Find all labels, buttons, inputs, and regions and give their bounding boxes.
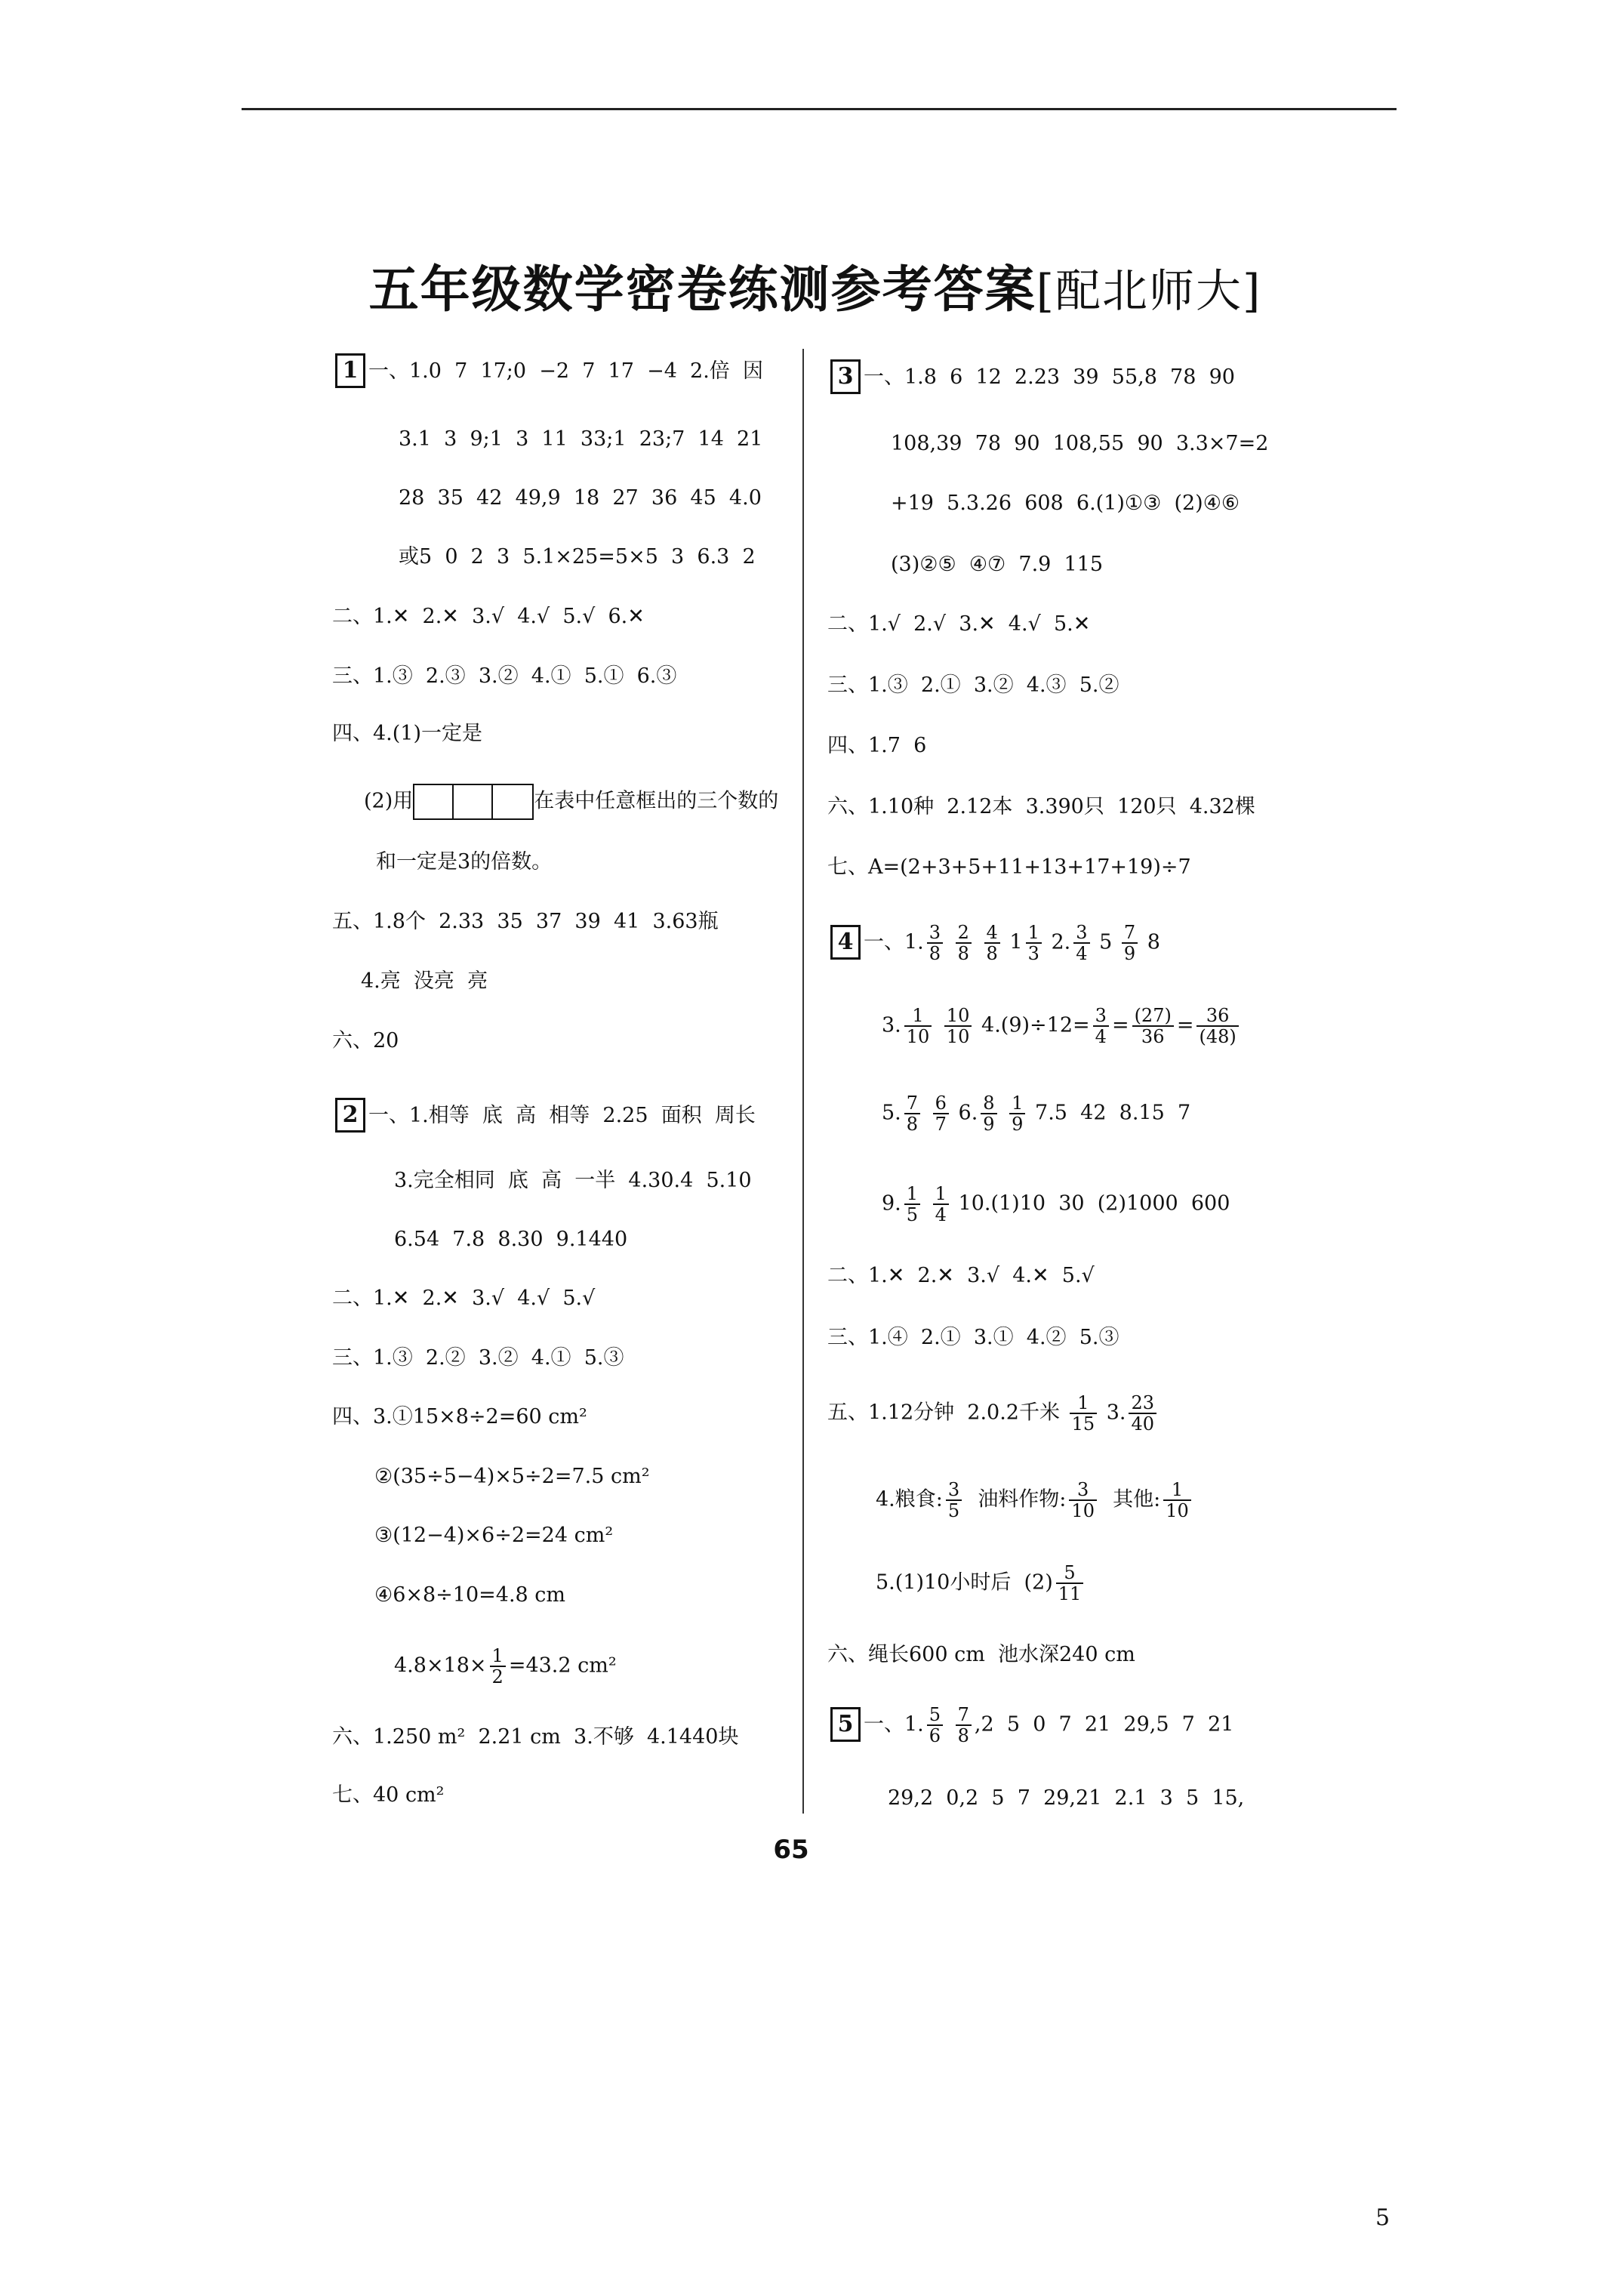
s3-line-5: 二、1.√ 2.√ 3.✕ 4.√ 5.✕ [827, 612, 1091, 636]
fraction: $\frac{1}{15}$ [1070, 1393, 1098, 1434]
fraction: $\frac{1}{4}$ [933, 1184, 949, 1225]
fraction: $\frac{3}{4}$ [1093, 1006, 1109, 1046]
s4-line-3: 5. $\frac{7}{8}$ $\frac{6}{7}$ 6. $\frac{8}{9}$ $\frac{1}{9}$ 7.5 42 8.15 7 [882, 1093, 1191, 1135]
page-badge: 65 [773, 1835, 809, 1865]
s1-line-2: 3.1 3 9;1 3 11 33;1 23;7 14 21 [399, 427, 763, 451]
s3-line-1: 3 一、1.8 6 12 2.23 39 55,8 78 90 [830, 359, 1235, 394]
fraction: $\frac{(27)}{36}$ [1132, 1006, 1174, 1046]
fraction: $\frac{5}{6}$ [927, 1705, 943, 1746]
s3-line-8: 六、1.10种 2.12本 3.390只 120只 4.32棵 [827, 795, 1255, 818]
s4-line-6: 三、1.④ 2.① 3.① 4.② 5.③ [827, 1326, 1119, 1349]
s2-line-10: 4.8×18× $\frac{1}{2}$ =43.2 cm² [394, 1645, 617, 1687]
section-number-2: 2 [335, 1098, 365, 1133]
fraction: $\frac{8}{9}$ [981, 1093, 996, 1134]
s1-line-10: 五、1.8个 2.33 35 37 39 41 3.63瓶 [332, 910, 719, 933]
s1-line-11: 4.亮 没亮 亮 [361, 969, 488, 993]
s4-line-7: 五、1.12分钟 2.0.2千米 $\frac{1}{15}$ 3. $\frac{23}{40}$ [827, 1393, 1160, 1434]
fraction: $\frac{3}{8}$ [927, 923, 943, 963]
s3-line-3: +19 5.3.26 608 6.(1)①③ (2)④⑥ [891, 492, 1240, 515]
s2-line-1: 2 一、1.相等 底 高 相等 2.25 面积 周长 [335, 1098, 756, 1133]
three-cell-frame [413, 784, 534, 820]
fraction: $\frac{1}{3}$ [1026, 923, 1042, 963]
s1-line-9: 和一定是3的倍数。 [376, 850, 553, 874]
s1-line-8: (2)用 在表中任意框出的三个数的 [364, 784, 778, 820]
fraction: $\frac{1}{9}$ [1009, 1093, 1025, 1134]
title-main: 五年级数学密卷练测参考答案 [368, 260, 1036, 319]
fraction: $\frac{3}{10}$ [1069, 1480, 1097, 1521]
fraction: $\frac{1}{10}$ [1163, 1480, 1191, 1521]
s2-line-7: ②(35÷5−4)×5÷2=7.5 cm² [374, 1465, 650, 1488]
fraction: $\frac{6}{7}$ [933, 1093, 949, 1134]
fraction: $\frac{7}{8}$ [956, 1705, 972, 1746]
fraction: $\frac{3}{5}$ [946, 1480, 962, 1521]
fraction: $\frac{1}{5}$ [904, 1184, 920, 1225]
section-number-4: 4 [830, 925, 861, 960]
s4-line-1: 4 一、1. $\frac{3}{8}$ $\frac{2}{8}$ $\frac{4}{8}$ 1 $\frac{1}{3}$ 2. $\frac{3}{4}$ 5 $\frac{7}{9}$ 8 [830, 923, 1160, 963]
section-number-5: 5 [830, 1707, 861, 1742]
s1-line-6: 三、1.③ 2.③ 3.② 4.① 5.① 6.③ [332, 664, 677, 688]
fraction: $\frac{1}{10}$ [904, 1006, 932, 1046]
page-title [226, 249, 1404, 321]
fraction: $\frac{2}{8}$ [956, 923, 972, 963]
s2-line-5: 三、1.③ 2.② 3.② 4.① 5.③ [332, 1346, 624, 1370]
fraction: $\frac{10}{10}$ [944, 1006, 972, 1046]
s4-line-8: 4.粮食: $\frac{3}{5}$ 油料作物: $\frac{3}{10}$ 其他: $\frac{1}{10}$ [876, 1480, 1194, 1521]
title-sub: [配北师大] [1036, 265, 1262, 318]
section-number-3: 3 [830, 359, 861, 394]
fraction: $\frac{7}{9}$ [1122, 923, 1138, 963]
s4-line-5: 二、1.✕ 2.✕ 3.√ 4.✕ 5.√ [827, 1264, 1095, 1287]
s1-line-12: 六、20 [332, 1029, 399, 1052]
s2-line-9: ④6×8÷10=4.8 cm [374, 1583, 566, 1607]
page-number: 5 [1375, 2205, 1390, 2231]
s2-line-12: 七、40 cm² [332, 1783, 445, 1807]
s3-line-7: 四、1.7 6 [827, 734, 927, 757]
top-rule [242, 108, 1397, 110]
fraction: $\frac{36}{(48)}$ [1196, 1006, 1238, 1046]
s1-line-7: 四、4.(1)一定是 [332, 722, 483, 745]
s5-line-2: 29,2 0,2 5 7 29,21 2.1 3 5 15, [888, 1786, 1245, 1810]
fraction: $\frac{3}{4}$ [1073, 923, 1089, 963]
s1-line-1: 1 一、1.0 7 17;0 −2 7 17 −4 2.倍 因 [335, 353, 763, 388]
s1-line-5: 二、1.✕ 2.✕ 3.√ 4.√ 5.√ 6.✕ [332, 605, 645, 628]
s1-line-4: 或5 0 2 3 5.1×25=5×5 3 6.3 2 [399, 545, 756, 569]
s4-line-10: 六、绳长600 cm 池水深240 cm [827, 1643, 1135, 1666]
s4-line-2: 3. $\frac{1}{10}$ $\frac{10}{10}$ 4.(9)÷12= $\frac{3}{4}$ = $\frac{(27)}{36}$ = $\frac{36}{(48)}$ [882, 1006, 1242, 1046]
s2-line-6: 四、3.①15×8÷2=60 cm² [332, 1405, 587, 1428]
s3-line-9: 七、A=(2+3+5+11+13+17+19)÷7 [827, 855, 1191, 879]
s3-line-4: (3)②⑤ ④⑦ 7.9 115 [891, 553, 1104, 576]
s5-line-1: 5 一、1. $\frac{5}{6}$ $\frac{7}{8}$ ,2 5 0 7 21 29,5 7 21 [830, 1705, 1233, 1746]
s2-line-8: ③(12−4)×6÷2=24 cm² [374, 1524, 614, 1547]
fraction: $\frac{23}{40}$ [1129, 1393, 1156, 1434]
fraction: $\frac{7}{8}$ [904, 1093, 920, 1134]
s4-line-9: 5.(1)10小时后 (2) $\frac{5}{11}$ [876, 1563, 1086, 1604]
section-number-1: 1 [335, 353, 365, 388]
fraction: $\frac{5}{11}$ [1056, 1563, 1084, 1604]
s2-line-2: 3.完全相同 底 高 一半 4.30.4 5.10 [394, 1169, 752, 1192]
s1-line-3: 28 35 42 49,9 18 27 36 45 4.0 [399, 486, 762, 510]
s2-line-3: 6.54 7.8 8.30 9.1440 [394, 1228, 628, 1251]
s2-line-4: 二、1.✕ 2.✕ 3.√ 4.√ 5.√ [332, 1287, 596, 1310]
fraction: $\frac{1}{2}$ [490, 1646, 506, 1687]
s2-line-11: 六、1.250 m² 2.21 cm 3.不够 4.1440块 [332, 1725, 739, 1749]
column-divider [802, 349, 804, 1814]
s4-line-4: 9. $\frac{1}{5}$ $\frac{1}{4}$ 10.(1)10 30 (2)1000 600 [882, 1183, 1230, 1225]
fraction: $\frac{4}{8}$ [984, 923, 1000, 963]
s3-line-2: 108,39 78 90 108,55 90 3.3×7=2 [891, 432, 1269, 455]
s3-line-6: 三、1.③ 2.① 3.② 4.③ 5.② [827, 673, 1119, 697]
